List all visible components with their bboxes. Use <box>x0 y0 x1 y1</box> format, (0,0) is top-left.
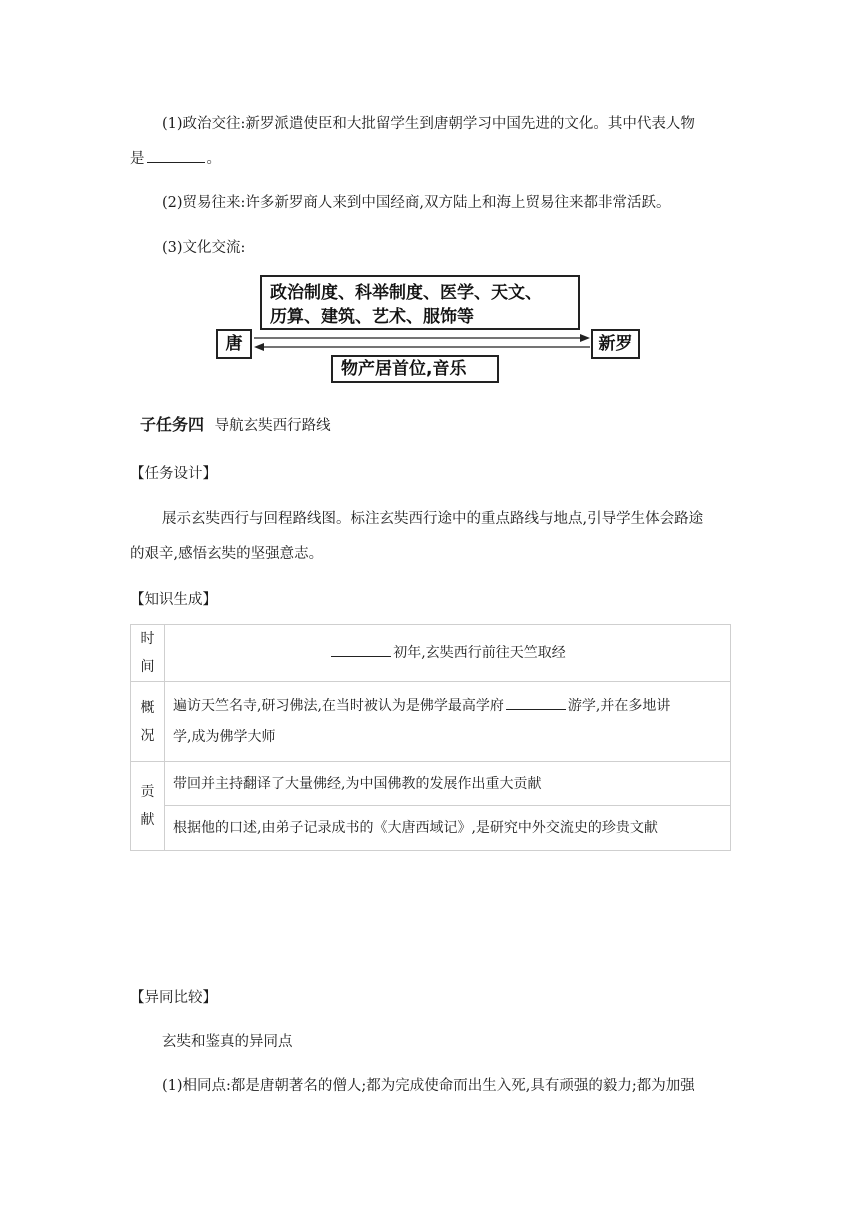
paragraph-culture <box>162 236 245 257</box>
box-top-line2: 历算、建筑、艺术、服饰等 <box>270 307 474 327</box>
compare-line1 <box>162 1074 695 1095</box>
paragraph-political <box>162 112 695 133</box>
overview-line1 <box>173 691 722 722</box>
label-overview: 概况 <box>131 682 165 762</box>
compare-heading-text: 【异同比较】 <box>130 990 217 1006</box>
label-time: 时间 <box>131 625 165 682</box>
knowledge-heading-text: 【知识生成】 <box>130 592 217 608</box>
trade-text: (2)贸易往来:许多新罗商人来到中国经商,双方陆上和海上贸易往来都非常活跃。 <box>162 195 671 211</box>
political-suffix: 。 <box>206 151 221 167</box>
subtask-label: 子任务四 <box>140 415 205 434</box>
political-line1: (1)政治交往:新罗派遣使臣和大批留学生到唐朝学习中国先进的文化。其中代表人物 <box>162 116 695 132</box>
cell-contribution-1: 带回并主持翻译了大量佛经,为中国佛教的发展作出重大贡献 <box>165 762 731 806</box>
table-row-contribution-1 <box>131 762 731 806</box>
task-design-text1: 展示玄奘西行与回程路线图。标注玄奘西行途中的重点路线与地点,引导学生体会路途 <box>162 511 704 527</box>
compare-subtitle <box>162 1030 293 1051</box>
tang-label: 唐 <box>225 334 243 354</box>
knowledge-heading <box>130 588 217 609</box>
paragraph-political-cont <box>130 147 221 168</box>
task-design-heading <box>130 462 217 483</box>
overview-line2: 学,成为佛学大师 <box>173 728 276 745</box>
task-design-line2 <box>130 542 323 563</box>
table-row-time <box>131 625 731 682</box>
task-design-heading-text: 【任务设计】 <box>130 466 217 482</box>
box-bottom-text: 物产居首位,音乐 <box>341 359 467 379</box>
box-top-line1: 政治制度、科举制度、医学、天文、 <box>270 283 542 303</box>
overview-suffix: 游学,并在多地讲 <box>567 697 671 714</box>
paragraph-trade <box>162 191 671 212</box>
compare-subtitle-text: 玄奘和鉴真的异同点 <box>162 1034 293 1050</box>
task-design-text2: 的艰辛,感悟玄奘的坚强意志。 <box>130 546 324 562</box>
table-row-contribution-2 <box>131 806 731 851</box>
exchange-diagram <box>216 275 640 383</box>
fill-blank-era[interactable] <box>331 644 391 657</box>
silla-label: 新罗 <box>598 334 633 354</box>
culture-text: (3)文化交流: <box>162 240 246 256</box>
fill-blank-institution[interactable] <box>506 697 566 710</box>
table-row-overview <box>131 682 731 762</box>
arrow-right-head <box>580 334 590 342</box>
compare-line1-text: (1)相同点:都是唐朝著名的僧人;都为完成使命而出生入死,具有顽强的毅力;都为加强 <box>162 1078 695 1094</box>
subtask-title: 导航玄奘西行路线 <box>214 418 331 434</box>
subtask-heading <box>140 412 331 435</box>
label-contribution: 贡献 <box>131 762 165 851</box>
compare-heading <box>130 986 217 1007</box>
box-silla-to-tang <box>331 355 499 383</box>
political-prefix: 是 <box>130 151 145 167</box>
cell-time <box>165 625 731 682</box>
task-design-line1 <box>162 507 703 528</box>
fill-blank-representative[interactable] <box>147 150 205 163</box>
arrow-left-head <box>254 343 264 351</box>
cell-contribution-2: 根据他的口述,由弟子记录成书的《大唐西域记》,是研究中外交流史的珍贵文献 <box>165 806 731 851</box>
time-text: 初年,玄奘西行前往天竺取经 <box>393 645 566 661</box>
knowledge-table <box>130 624 731 851</box>
cell-overview <box>165 682 731 762</box>
overview-prefix: 遍访天竺名寺,研习佛法,在当时被认为是佛学最高学府 <box>173 697 504 714</box>
